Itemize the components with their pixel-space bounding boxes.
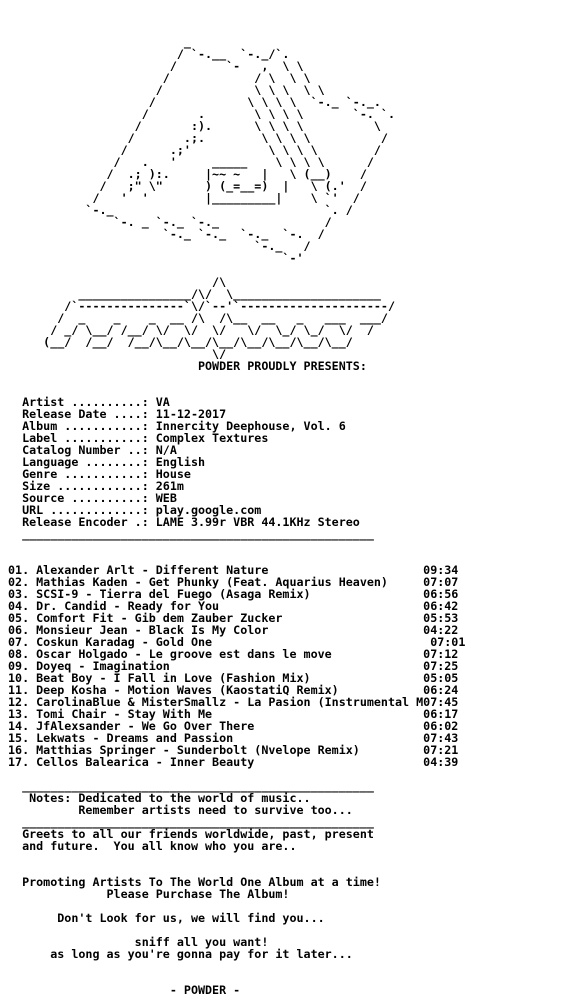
nfo-line: / \ \ \ \ `-._ `-._. bbox=[8, 95, 381, 109]
nfo-line bbox=[8, 540, 568, 552]
nfo-line: \/ bbox=[8, 347, 227, 361]
nfo-line: Greets to all our friends worldwide, past, present bbox=[8, 827, 374, 841]
nfo-line: 06. Monsieur Jean - Black Is My Color 04:22 bbox=[8, 623, 459, 637]
nfo-line: 17. Cellos Balearica - Inner Beauty 04:39 bbox=[8, 755, 459, 769]
nfo-line: Promoting Artists To The World One Album at a time! bbox=[8, 875, 381, 889]
nfo-line: __________________________________________________ bbox=[8, 815, 374, 829]
nfo-line: / . \ \ \ \ `-. `. bbox=[8, 107, 396, 121]
nfo-line: / :). \ \ \ \ \ bbox=[8, 119, 381, 133]
nfo-line: _ bbox=[8, 35, 191, 49]
nfo-line: / .;. \ \ \ \ / bbox=[8, 131, 388, 145]
nfo-line: 04. Dr. Candid - Ready for You 06:42 bbox=[8, 599, 459, 613]
nfo-line: Catalog Number ..: N/A bbox=[8, 443, 177, 457]
nfo-line: 14. JfAlexsander - We Go Over There 06:02 bbox=[8, 719, 459, 733]
nfo-line: `-._ `-._ `-._ `-. / bbox=[8, 227, 325, 241]
nfo-line: Genre ...........: House bbox=[8, 467, 191, 481]
nfo-line: ________________/\/ \_____________________ bbox=[8, 287, 381, 301]
nfo-line: 07. Coskun Karadag - Gold One 07:01 bbox=[8, 635, 466, 649]
nfo-line bbox=[8, 852, 568, 864]
nfo-line: Remember artists need to survive too... bbox=[8, 803, 353, 817]
nfo-line: / `- , \ \ bbox=[8, 59, 304, 73]
nfo-line: 03. SCSI-9 - Tierra del Fuego (Asaga Remix) 06:56 bbox=[8, 587, 459, 601]
nfo-line: (__/ /__/ /__/\__/\__/\__/\__/\__/\__/\__/ bbox=[8, 335, 353, 349]
nfo-line: 08. Oscar Holgado - Le groove est dans le move 07:12 bbox=[8, 647, 459, 661]
nfo-line: 05. Comfort Fit - Gib dem Zauber Zucker 05:53 bbox=[8, 611, 459, 625]
nfo-line: / `-.__ `-._/`. bbox=[8, 47, 290, 61]
nfo-line: 13. Tomi Chair - Stay With Me 06:17 bbox=[8, 707, 459, 721]
nfo-text-viewer bbox=[8, 0, 568, 996]
nfo-line: POWDER PROUDLY PRESENTS: bbox=[8, 359, 367, 373]
nfo-line bbox=[8, 12, 568, 24]
nfo-line: Artist ..........: VA bbox=[8, 395, 170, 409]
nfo-line: URL .............: play.google.com bbox=[8, 503, 262, 517]
nfo-line: 09. Doyeq - Imagination 07:25 bbox=[8, 659, 459, 673]
nfo-line bbox=[8, 372, 568, 384]
nfo-line: - POWDER - bbox=[8, 983, 241, 996]
nfo-line: `-._ / bbox=[8, 239, 311, 253]
nfo-line: / .; ):. |~~ ~ | \ (__) / bbox=[8, 167, 367, 181]
nfo-line: Notes: Dedicated to the world of music.. bbox=[8, 791, 311, 805]
nfo-line bbox=[8, 960, 568, 972]
nfo-line: Label ...........: Complex Textures bbox=[8, 431, 269, 445]
nfo-line: Don't Look for us, we will find you... bbox=[8, 911, 325, 925]
nfo-line: / .;' \ \ \ \ / bbox=[8, 143, 381, 157]
nfo-line: / ;" \" ) (_=__=) | \ (.' / bbox=[8, 179, 367, 193]
nfo-line: `-' bbox=[8, 251, 304, 265]
nfo-line: 01. Alexander Arlt - Different Nature 09:34 bbox=[8, 563, 459, 577]
nfo-line: `-._ `. / bbox=[8, 203, 353, 217]
nfo-line: 11. Deep Kosha - Motion Waves (KaostatiQ Remix) 06:24 bbox=[8, 683, 459, 697]
nfo-line: / / \ \ \ bbox=[8, 71, 311, 85]
nfo-line: 12. CarolinaBlue & MisterSmallz - La Pasion (Instrumental M07:45 bbox=[8, 695, 459, 709]
nfo-line: sniff all you want! bbox=[8, 935, 269, 949]
nfo-line: / ' ' |_________| \ `' / bbox=[8, 191, 360, 205]
nfo-line: 02. Mathias Kaden - Get Phunky (Feat. Aquarius Heaven) 07:07 bbox=[8, 575, 459, 589]
nfo-line: /`---------------`\/`--'`---------------------/ bbox=[8, 299, 396, 313]
nfo-line: 16. Matthias Springer - Sunderbolt (Nvelope Remix) 07:21 bbox=[8, 743, 459, 757]
nfo-line: __________________________________________________ bbox=[8, 527, 374, 541]
nfo-line: / _ _ _ __ /\ /\__ __ _ ___ ___/ bbox=[8, 311, 388, 325]
nfo-line: /\ bbox=[8, 275, 227, 289]
nfo-line: Please Purchase The Album! bbox=[8, 887, 290, 901]
nfo-line bbox=[8, 0, 568, 12]
nfo-line: Size ............: 261m bbox=[8, 479, 184, 493]
nfo-line: Release Encoder .: LAME 3.99r VBR 44.1KHz Stereo bbox=[8, 515, 360, 529]
nfo-line: Language ........: English bbox=[8, 455, 206, 469]
nfo-line: / . ' _____ \ \ \ \ / bbox=[8, 155, 374, 169]
nfo-line: __________________________________________________ bbox=[8, 779, 374, 793]
nfo-line: Source ..........: WEB bbox=[8, 491, 177, 505]
nfo-line: 10. Beat Boy - I Fall in Love (Fashion Mix) 05:05 bbox=[8, 671, 459, 685]
nfo-line: / \ \ \ \ \ bbox=[8, 83, 325, 97]
nfo-line: 15. Lekwats - Dreams and Passion 07:43 bbox=[8, 731, 459, 745]
nfo-line: `-. _ `-._ `-._ / bbox=[8, 215, 332, 229]
nfo-line: / _/ \__/ /__/ \/ \/ \/ \/ \_/ \_/ \/ / bbox=[8, 323, 374, 337]
nfo-line: Release Date ....: 11-12-2017 bbox=[8, 407, 227, 421]
nfo-line: and future. You all know who you are.. bbox=[8, 839, 297, 853]
nfo-line: as long as you're gonna pay for it later... bbox=[8, 947, 353, 961]
nfo-line: Album ...........: Innercity Deephouse, Vol. 6 bbox=[8, 419, 346, 433]
